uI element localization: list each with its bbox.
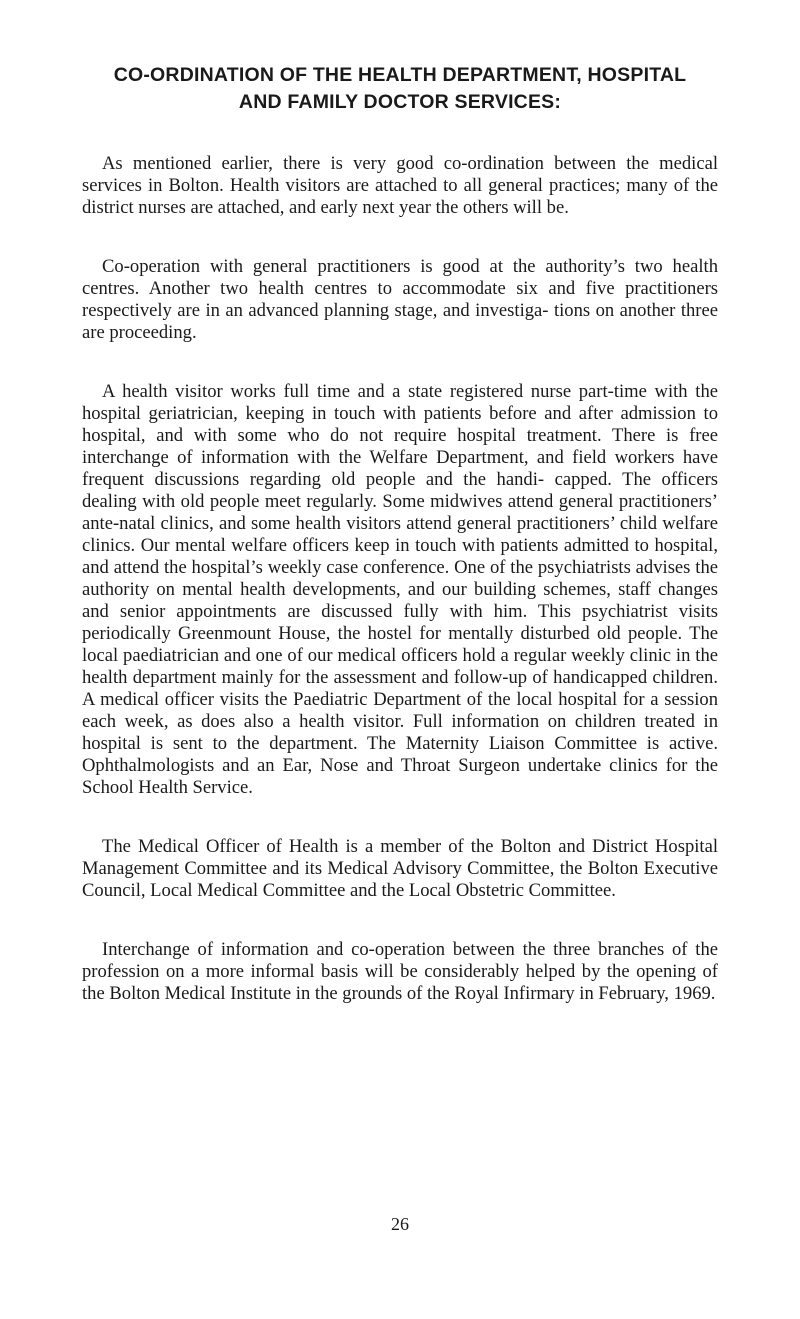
page-title: [78, 62, 722, 116]
paragraph-health-centres: Co-operation with general practitioners is good at the authority’s two health centres. Another two health centres to accommodate six and five practitioners respectively are in an advanced planning stage, and investiga- tions on another three are proceeding.: [82, 256, 718, 343]
paragraph-committee-membership: The Medical Officer of Health is a member of the Bolton and District Hospital Management Committee and its Medical Advisory Committee, the Bolton Executive Council, Local Medical Committee and the Local Obstetric Committee.: [82, 836, 718, 901]
paragraph-coordination-overview: As mentioned earlier, there is very good co-ordination between the medical services in Bolton. Health visitors are attached to all general practices; many of the district nurses are attached, and early next year the others will be.: [82, 153, 718, 218]
paragraph-hospital-liaison: A health visitor works full time and a state registered nurse part-time with the hospital geriatrician, keeping in touch with patients before and after admission to hospital, and with some who do not require hospital treatment. There is free interchange of information with the Welfare Department, and field workers have frequent discussions regarding old people and the handi- capped. The officers dealing with old people meet regularly. Some midwives attend general practitioners’ ante-natal clinics, and some health visitors attend general practitioners’ child welfare clinics. Our mental welfare officers keep in touch with patients admitted to hospital, and attend the hospital’s weekly case conference. One of the psychiatrists advises the authority on mental health developments, and our building schemes, staff changes and senior appointments are discussed fully with him. This psychiatrist visits periodically Greenmount House, the hostel for mentally disturbed old people. The local paediatrician and one of our medical officers hold a regular weekly clinic in the health department mainly for the assessment and follow-up of handicapped children. A medical officer visits the Paediatric Department of the local hospital for a session each week, as does also a health visitor. Full information on children treated in hospital is sent to the department. The Maternity Liaison Committee is active. Ophthalmologists and an Ear, Nose and Throat Surgeon undertake clinics for the School Health Service.: [82, 381, 718, 798]
paragraph-medical-institute: Interchange of information and co-operation between the three branches of the profession on a more informal basis will be considerably helped by the opening of the Bolton Medical Institute in the grounds of the Royal Infirmary in February, 1969.: [82, 939, 718, 1004]
document-page: [82, 62, 718, 1005]
page-number: 26: [391, 1214, 409, 1234]
page-title-line-1: CO-ORDINATION OF THE HEALTH DEPARTMENT, HOSPITAL: [113, 64, 687, 86]
page-title-line-2: AND FAMILY DOCTOR SERVICES:: [238, 91, 562, 113]
